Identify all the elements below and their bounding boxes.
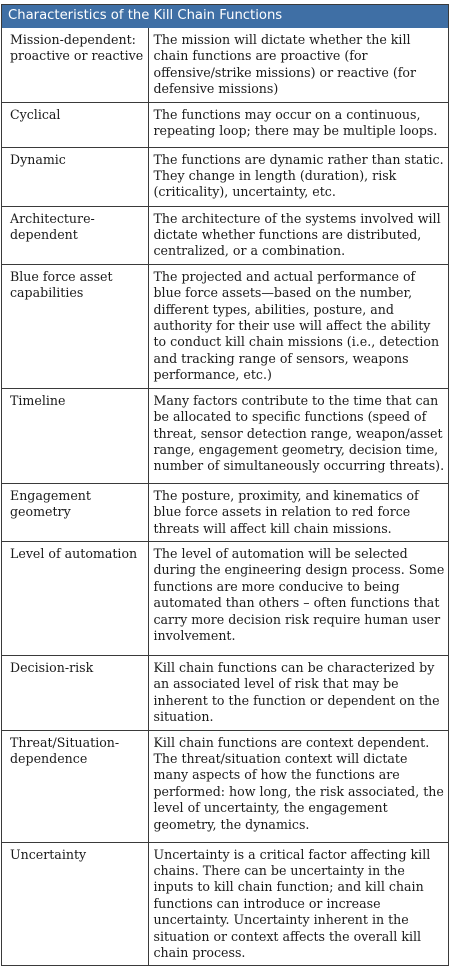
characteristic-term: Decision-risk <box>2 655 148 730</box>
characteristic-term: Blue force asset capabilities <box>2 264 148 388</box>
characteristic-term: Threat/Situation-dependence <box>2 730 148 842</box>
kill-chain-table-frame <box>1 4 449 966</box>
characteristic-term: Dynamic <box>2 147 148 206</box>
characteristic-description: The projected and actual performance of blue force assets—based on the number, different types, abilities, posture, and authority for their use will affect the ability to conduct kill chain missions (i.e., detection and tracking range of sensors, weapons performance, etc.) <box>148 264 448 388</box>
table-row <box>2 730 448 842</box>
characteristics-table <box>2 28 448 965</box>
table-row <box>2 483 448 541</box>
characteristic-description: The level of automation will be selected during the engineering design process. Some functions are more conducive to being automated than others – often functions that carry more decision risk require human user involvement. <box>148 541 448 655</box>
characteristic-description: Kill chain functions are context dependent. The threat/situation context will dictate many aspects of how the functions are performed: how long, the risk associated, the level of uncertainty, the engagement geometry, the dynamics. <box>148 730 448 842</box>
table-row <box>2 102 448 147</box>
table-row <box>2 388 448 483</box>
table-row <box>2 28 448 102</box>
characteristic-term: Timeline <box>2 388 148 483</box>
characteristic-description: Uncertainty is a critical factor affecting kill chains. There can be uncertainty in the inputs to kill chain function; and kill chain functions can introduce or increase uncertainty. Uncertainty inherent in the situation or context affects the overall kill chain process. <box>148 842 448 965</box>
characteristic-description: Many factors contribute to the time that can be allocated to specific functions (speed of threat, sensor detection range, weapon/asset range, engagement geometry, decision time, number of simultaneously occurring threats). <box>148 388 448 483</box>
table-row <box>2 541 448 655</box>
characteristic-term: Mission-dependent: proactive or reactive <box>2 28 148 102</box>
characteristic-description: The posture, proximity, and kinematics of blue force assets in relation to red force threats will affect kill chain missions. <box>148 483 448 541</box>
table-title: Characteristics of the Kill Chain Functions <box>2 5 448 28</box>
table-row <box>2 264 448 388</box>
characteristic-term: Uncertainty <box>2 842 148 965</box>
characteristic-term: Engagement geometry <box>2 483 148 541</box>
table-row <box>2 655 448 730</box>
characteristic-term: Architecture-dependent <box>2 206 148 264</box>
table-body <box>2 28 448 965</box>
characteristic-description: The functions are dynamic rather than static. They change in length (duration), risk (criticality), uncertainty, etc. <box>148 147 448 206</box>
characteristic-description: Kill chain functions can be characterized by an associated level of risk that may be inherent to the function or dependent on the situation. <box>148 655 448 730</box>
characteristic-description: The architecture of the systems involved will dictate whether functions are distributed, centralized, or a combination. <box>148 206 448 264</box>
characteristic-term: Cyclical <box>2 102 148 147</box>
characteristic-description: The functions may occur on a continuous, repeating loop; there may be multiple loops. <box>148 102 448 147</box>
table-row <box>2 842 448 965</box>
characteristic-description: The mission will dictate whether the kill chain functions are proactive (for offensive/strike missions) or reactive (for defensive missions) <box>153 32 417 97</box>
table-row <box>2 147 448 206</box>
table-row <box>2 206 448 264</box>
characteristic-term: Level of automation <box>2 541 148 655</box>
